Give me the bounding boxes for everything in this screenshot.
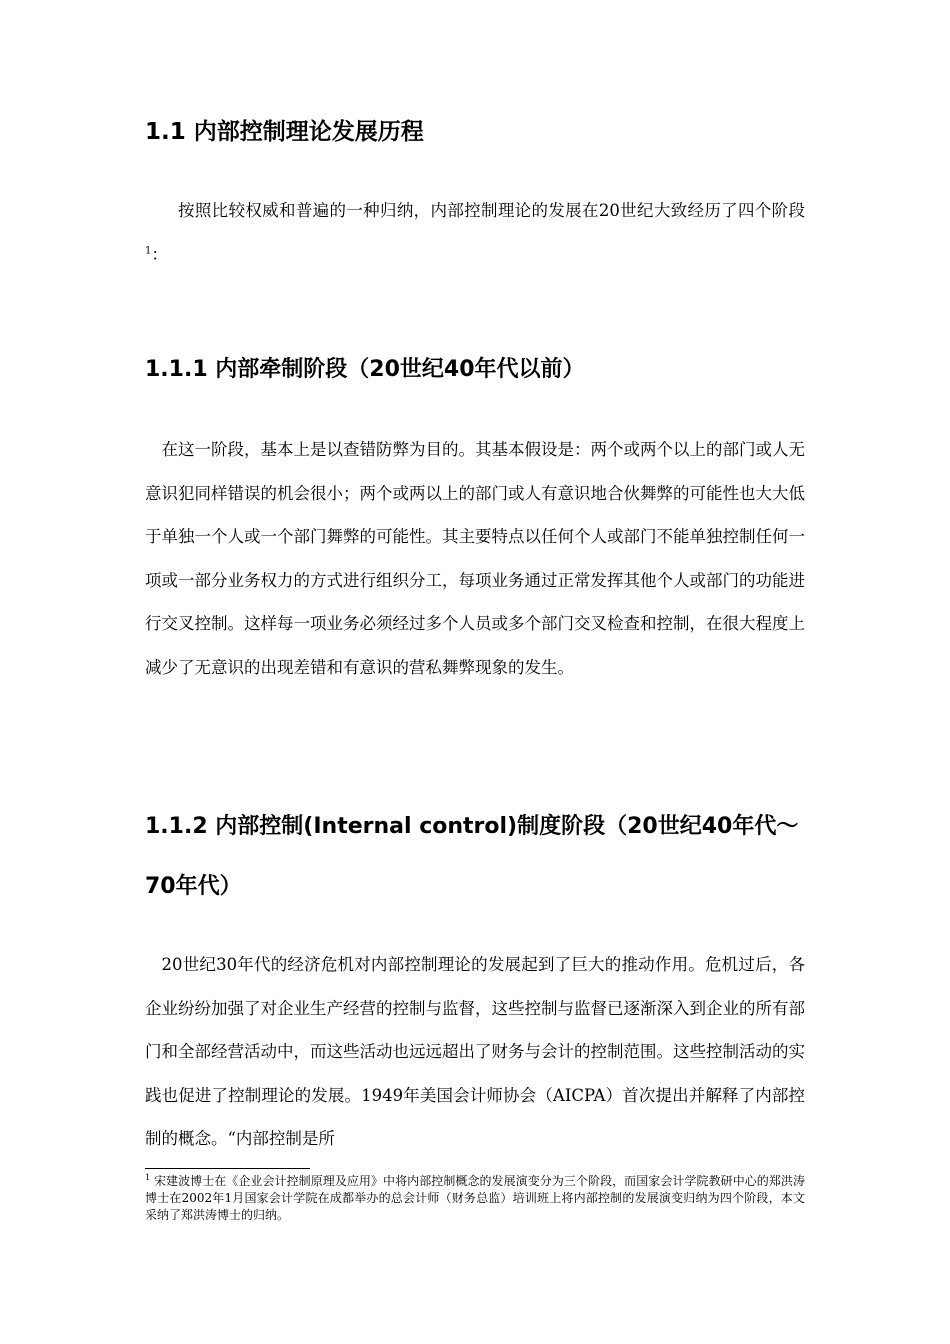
intro-end: ： xyxy=(151,244,168,264)
paragraph-1-1-2: 20世纪30年代的经济危机对内部控制理论的发展起到了巨大的推动作用。危机过后，各企业纷纷加强了对企业生产经营的控制与监督，这些控制与监督已逐渐深入到企业的所有部门和全部经营活动中，而这些活动也远远超出了财务与会计的控制范围。这些控制活动的实践也促进了控制理论的发展。1949年美国会计师协会（AICPA）首次提出并解释了内部控制的概念。“内部控制是所 xyxy=(145,955,805,1148)
section-heading-1-1: 1.1 内部控制理论发展历程 xyxy=(145,119,424,145)
intro-paragraph xyxy=(145,189,805,276)
footnote-marker: 1 xyxy=(145,1173,151,1182)
section-heading-1-1-2: 1.1.2 内部控制(Internal control)制度阶段（20世纪40年代～70年代） xyxy=(145,814,799,899)
paragraph-1-1-1: 在这一阶段，基本上是以查错防弊为目的。其基本假设是：两个或两个以上的部门或人无意识犯同样错误的机会很小；两个或两以上的部门或人有意识地合伙舞弊的可能性也大大低于单独一个人或一个部门舞弊的可能性。其主要特点以任何个人或部门不能单独控制任何一项或一部分业务权力的方式进行组织分工，每项业务通过正常发挥其他个人或部门的功能进行交叉控制。这样每一项业务必须经过多个人员或多个部门交叉检查和控制，在很大程度上减少了无意识的出现差错和有意识的营私舞弊现象的发生。 xyxy=(145,440,805,677)
section-heading-1-1-1: 1.1.1 内部牵制阶段（20世纪40年代以前） xyxy=(145,357,585,382)
footnote-text: 宋建波博士在《企业会计控制原理及应用》中将内部控制概念的发展演变分为三个阶段，而国家会计学院教研中心的郑洪涛博士在2002年1月国家会计学院在成都举办的总会计师（财务总监）培训班上将内部控制的发展演变归纳为四个阶段，本文采纳了郑洪涛博士的归纳。 xyxy=(145,1174,805,1222)
footnote-separator xyxy=(145,1168,310,1169)
intro-text: 按照比较权威和普遍的一种归纳，内部控制理论的发展在20世纪大致经历了四个阶段 xyxy=(178,201,805,220)
footnote-ref[interactable]: 1 xyxy=(145,245,152,256)
footnote xyxy=(145,1173,805,1224)
